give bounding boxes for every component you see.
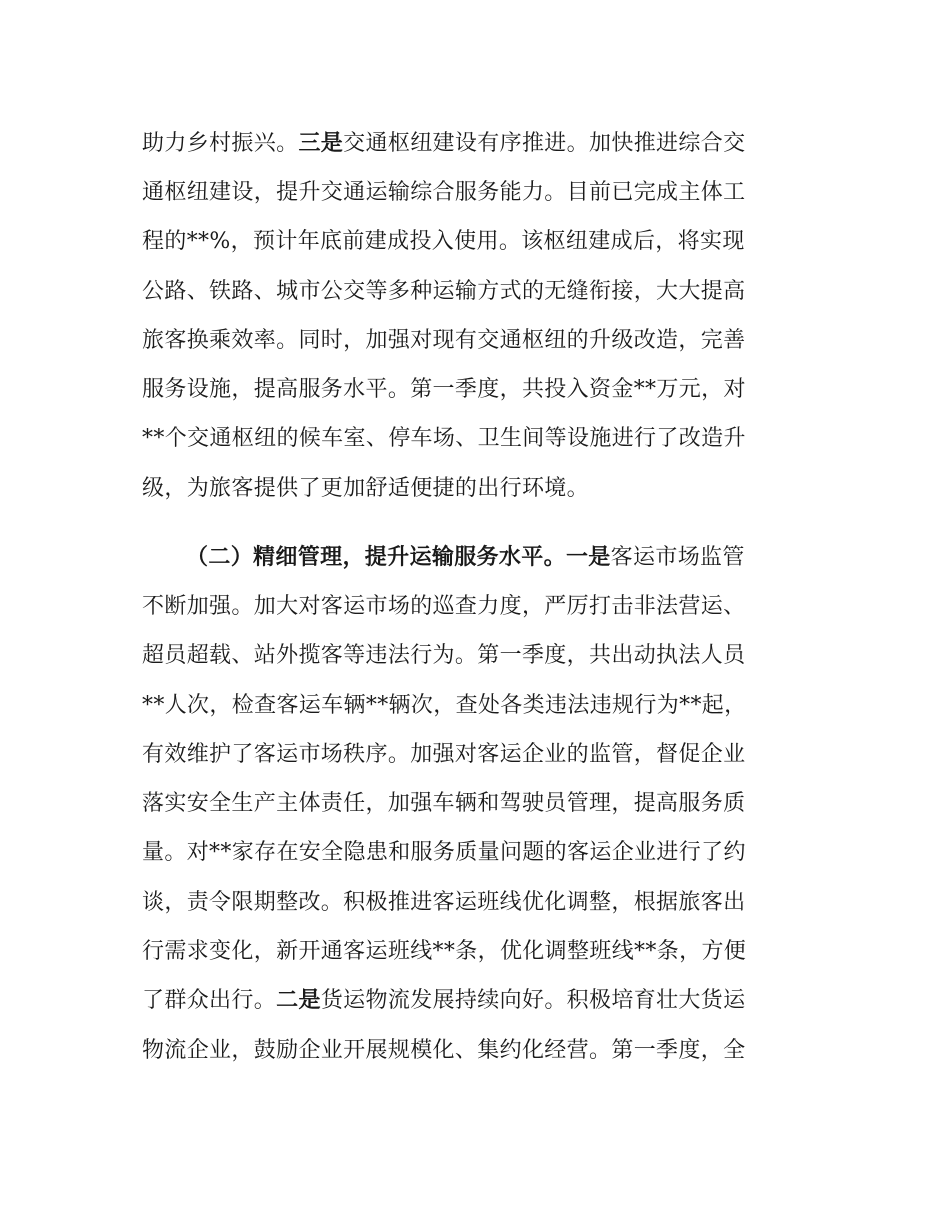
text-line: 有效维护了客运市场秩序。加强对客运企业的监管，督促企业 (142, 742, 746, 767)
bold-run: 二是 (276, 988, 321, 1013)
text-line: 旅客换乘效率。同时，加强对现有交通枢纽的升级改造，完善 (142, 328, 746, 353)
text-line: 落实安全生产主体责任，加强车辆和驾驶员管理，提高服务质 (142, 791, 746, 816)
section-heading: （二）精细管理，提升运输服务水平。 (186, 545, 566, 570)
text-line: 行需求变化，新开通客运班线**条，优化调整班线**条，方便 (142, 939, 747, 964)
text-line: 服务设施，提高服务水平。第一季度，共投入资金**万元，对 (142, 377, 746, 402)
text-run: 货运物流发展持续向好。积极培育壮大货运 (320, 988, 746, 1013)
text-line: 量。对**家存在安全隐患和服务质量问题的客运企业进行了约 (142, 840, 746, 865)
text-line: **个交通枢纽的候车室、停车场、卫生间等设施进行了改造升 (142, 426, 746, 451)
text-run: 交通枢纽建设有序推进。加快推进综合交 (343, 131, 746, 156)
text-line: 公路、铁路、城市公交等多种运输方式的无缝衔接，大大提高 (142, 279, 746, 304)
text-line: **人次，检查客运车辆**辆次，查处各类违法违规行为**起， (142, 693, 747, 718)
section-heading-line (186, 538, 812, 578)
text-run: 助力乡村振兴。 (142, 131, 299, 156)
bold-run: 三是 (298, 131, 344, 156)
text-line (142, 124, 812, 164)
text-line: 物流企业，鼓励企业开展规模化、集约化经营。第一季度，全 (142, 1038, 746, 1063)
text-line: 通枢纽建设，提升交通运输综合服务能力。目前已完成主体工 (142, 180, 746, 205)
text-line: 程的**%，预计年底前建成投入使用。该枢纽建成后，将实现 (142, 229, 745, 254)
bold-run: 一是 (565, 545, 611, 570)
text-line (142, 981, 812, 1021)
text-line: 谈，责令限期整改。积极推进客运班线优化调整，根据旅客出 (142, 890, 746, 915)
text-line: 级，为旅客提供了更加舒适便捷的出行环境。 (142, 476, 590, 501)
text-run: 客运市场监管 (610, 545, 745, 570)
text-line: 不断加强。加大对客运市场的巡查力度，严厉打击非法营运、 (142, 594, 746, 619)
text-line: 超员超载、站外揽客等违法行为。第一季度，共出动执法人员 (142, 643, 746, 668)
text-run: 了群众出行。 (142, 988, 277, 1013)
